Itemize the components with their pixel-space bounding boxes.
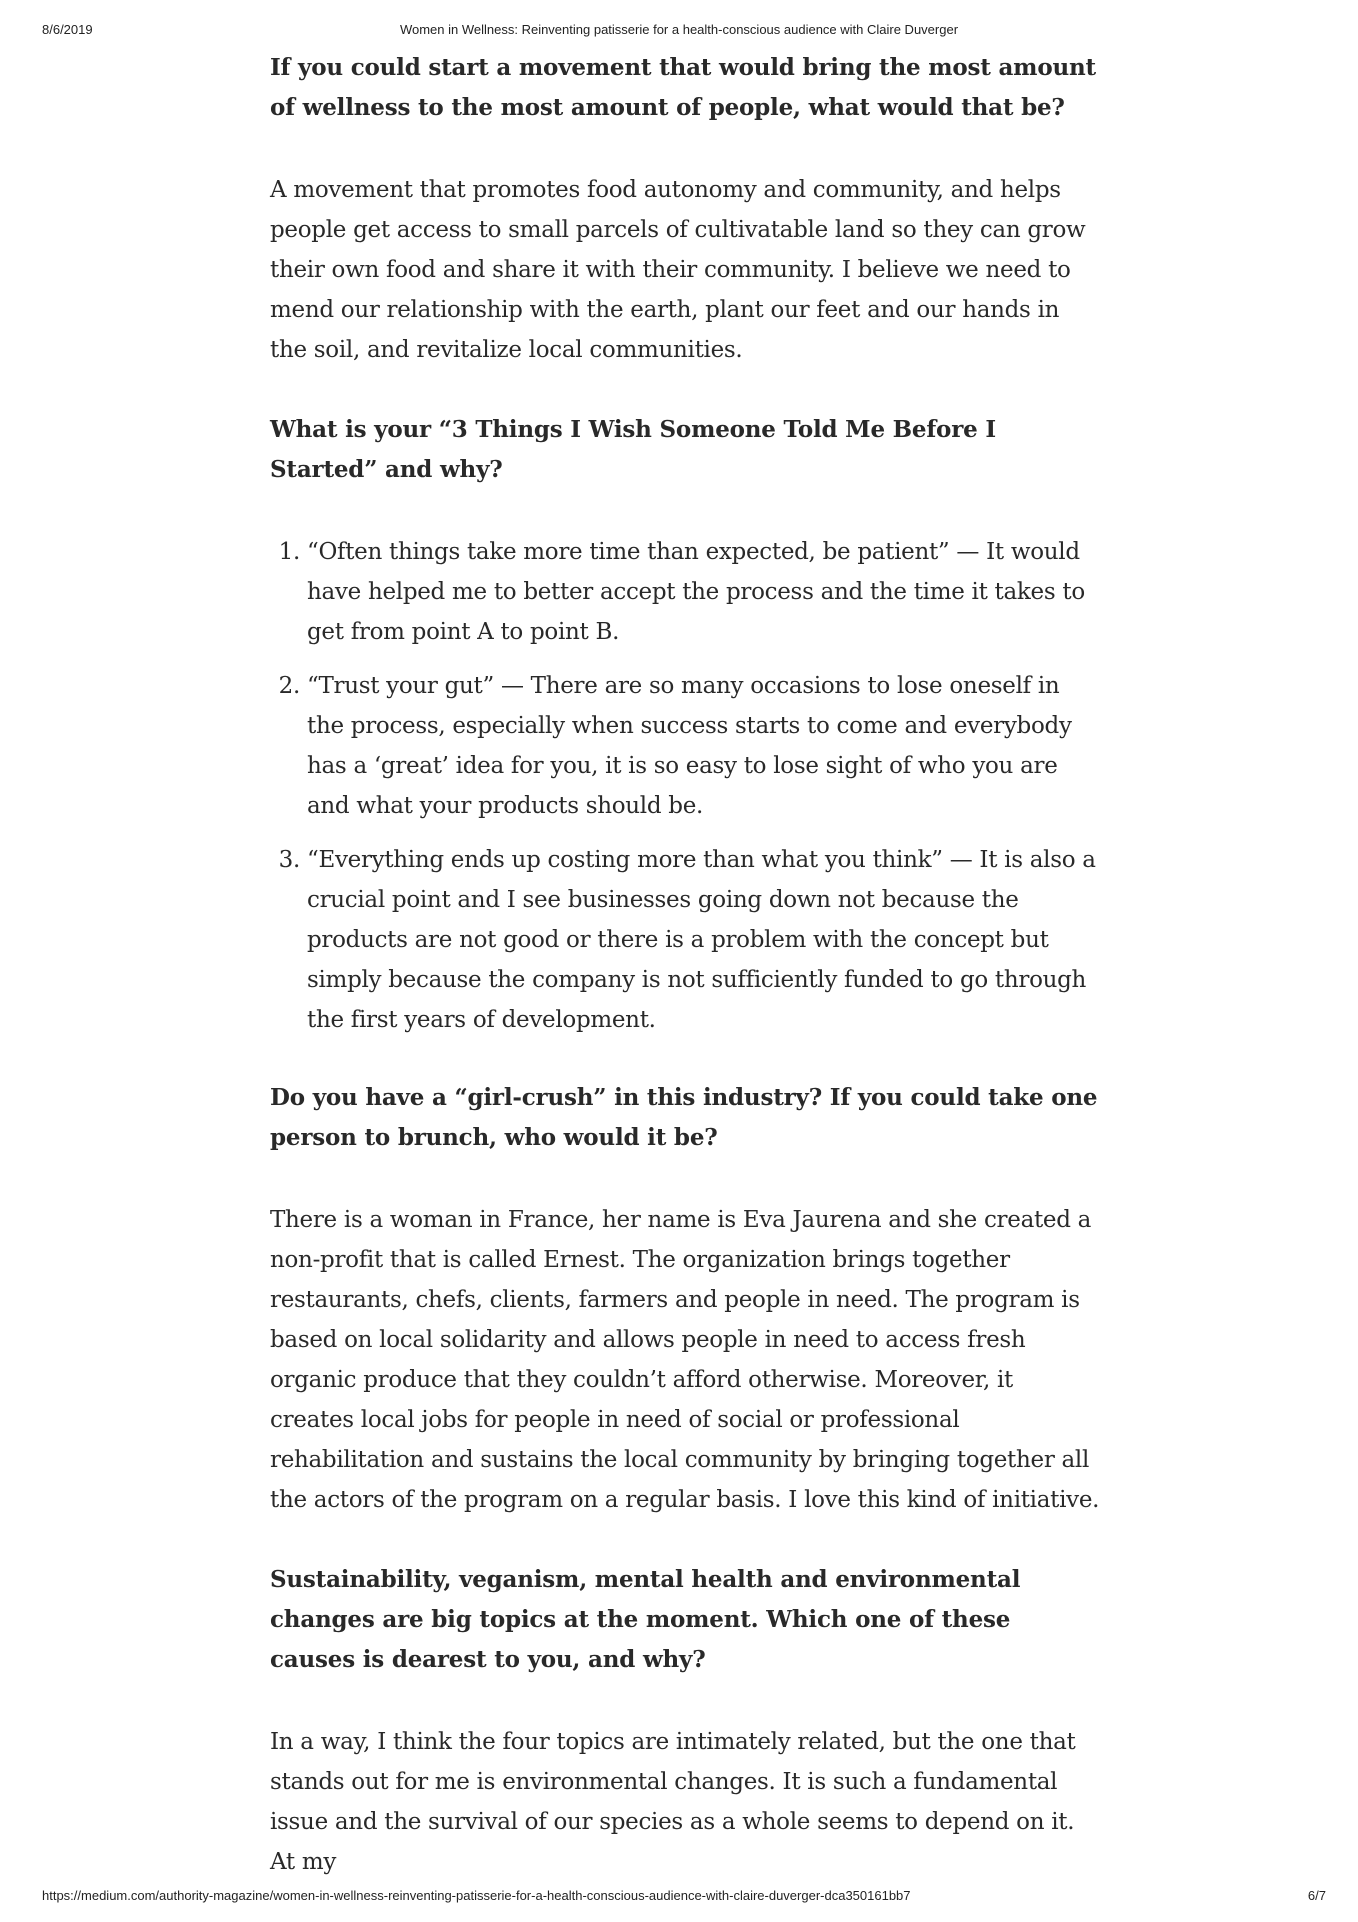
question-movement: If you could start a movement that would bring the most amount of wellness to the most amount of people, what would that be? bbox=[270, 54, 1096, 121]
print-date: 8/6/2019 bbox=[42, 22, 93, 37]
print-url: https://medium.com/authority-magazine/women-in-wellness-reinventing-patisserie-for-a-health-conscious-audience-with-claire-duverger-dca350161bb7 bbox=[42, 1888, 911, 1903]
print-page-title: Women in Wellness: Reinventing patisserie for a health-conscious audience with Claire Duverger bbox=[399, 22, 959, 37]
answer-causes: In a way, I think the four topics are intimately related, but the one that stands out for me is environmental changes. It is such a fundamental issue and the survival of our species as a whole seems to depend on it. At my bbox=[270, 1729, 1076, 1875]
question-causes: Sustainability, veganism, mental health and environmental changes are big topics at the moment. Which one of these causes is dearest to you, and why? bbox=[270, 1566, 1021, 1673]
article-body bbox=[270, 48, 1100, 1922]
print-footer bbox=[0, 1888, 1358, 1908]
answer-girl-crush: There is a woman in France, her name is Eva Jaurena and she created a non-profit that is called Ernest. The organization brings together restaurants, chefs, clients, farmers and people in need. The program is based on local solidarity and allows people in need to access fresh organic produce that they couldn’t afford otherwise. Moreover, it creates local jobs for people in need of social or professional rehabilitation and sustains the local community by bringing together all the actors of the program on a regular basis. I love this kind of initiative. bbox=[270, 1207, 1100, 1513]
list-item: 1. “Often things take more time than expected, be patient” — It would have helped me to better accept the process and the time it takes to get from point A to point B. bbox=[307, 532, 1100, 652]
three-things-list bbox=[270, 532, 1100, 1040]
page-number: 6/7 bbox=[1307, 1888, 1326, 1903]
print-header bbox=[0, 22, 1358, 42]
list-item: 3. “Everything ends up costing more than what you think” — It is also a crucial point and I see businesses going down not because the products are not good or there is a problem with the concept but simply because the company is not sufficiently funded to go through the first years of development. bbox=[307, 840, 1100, 1040]
question-girl-crush: Do you have a “girl-crush” in this industry? If you could take one person to brunch, who would it be? bbox=[270, 1084, 1098, 1151]
answer-movement: A movement that promotes food autonomy and community, and helps people get access to small parcels of cultivatable land so they can grow their own food and share it with their community. I believe we need to mend our relationship with the earth, plant our feet and our hands in the soil, and revitalize local communities. bbox=[270, 177, 1086, 363]
question-three-things: What is your “3 Things I Wish Someone Told Me Before I Started” and why? bbox=[270, 416, 996, 483]
list-item: 2. “Trust your gut” — There are so many occasions to lose oneself in the process, especially when success starts to come and everybody has a ‘great’ idea for you, it is so easy to lose sight of who you are and what your products should be. bbox=[307, 666, 1100, 826]
